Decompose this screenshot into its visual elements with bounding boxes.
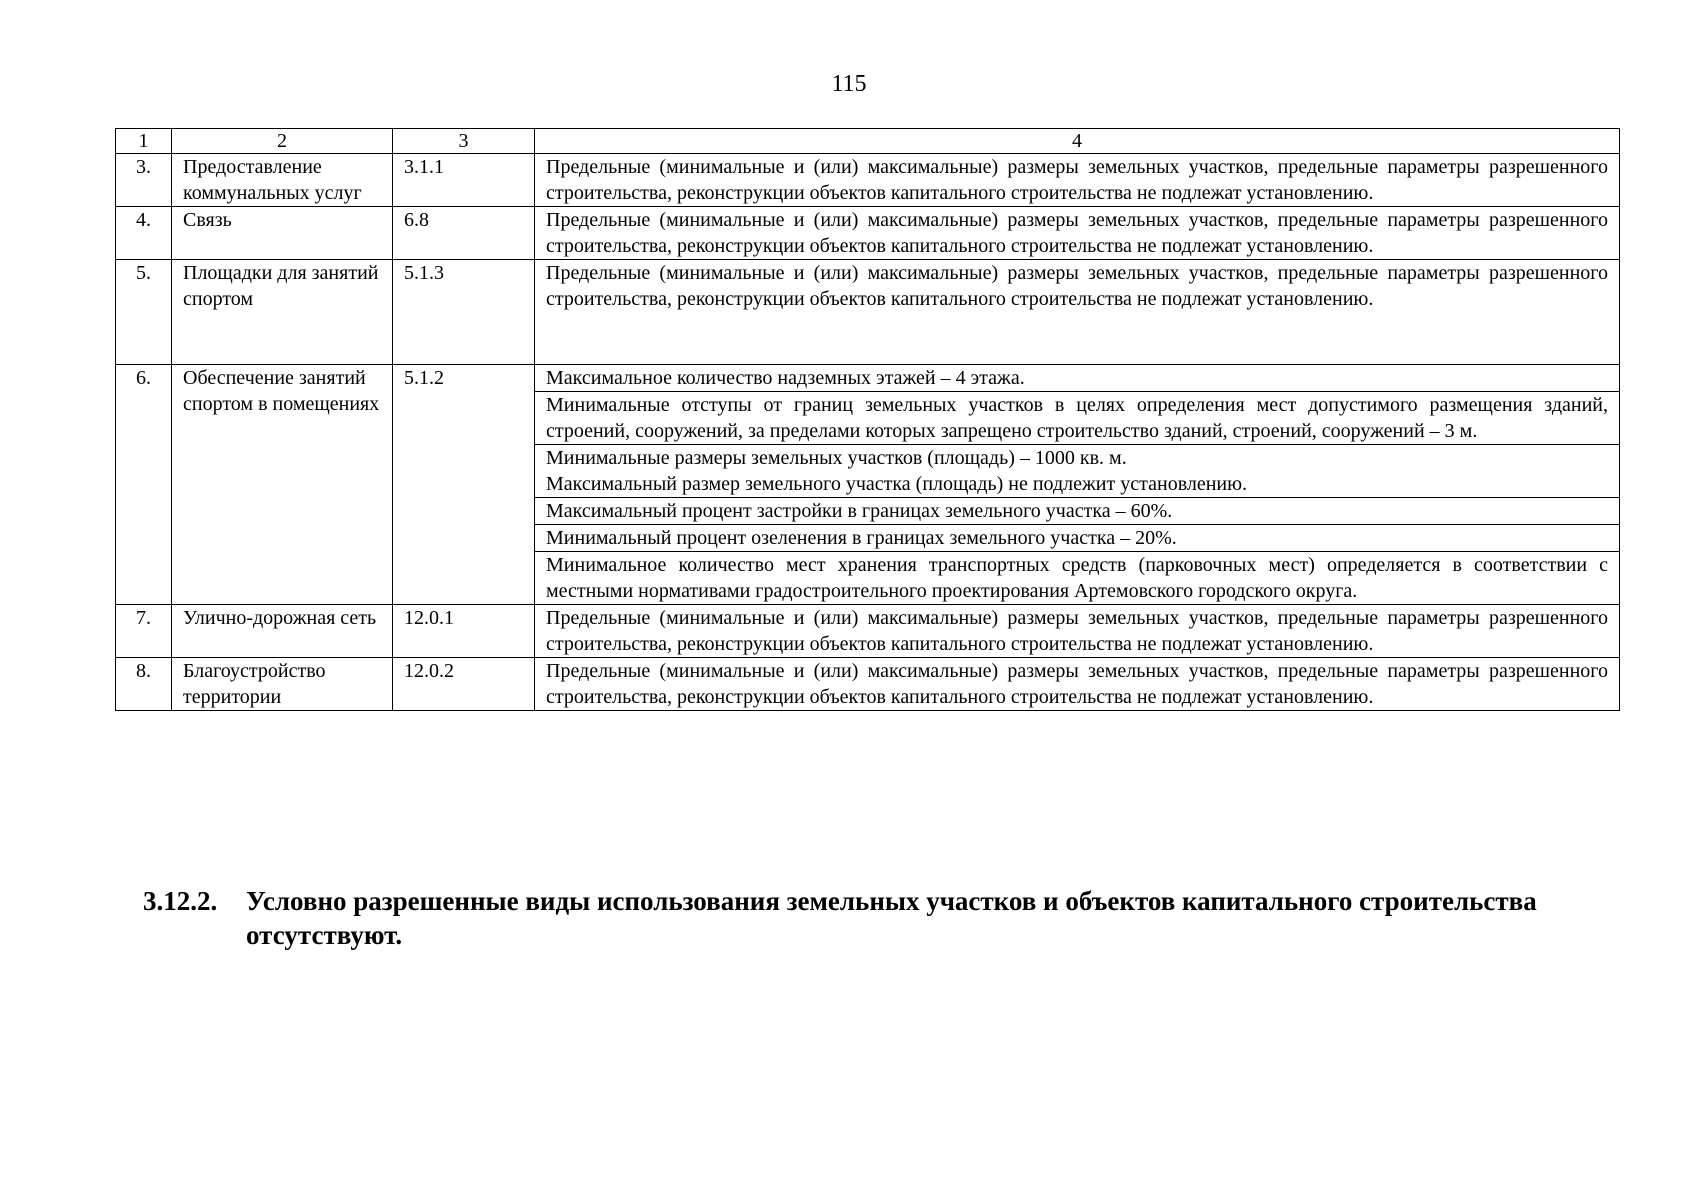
parameter-max-plot-size: Максимальный размер земельного участка (площадь) не подлежит установлению. [546, 473, 1248, 495]
zoning-parameters-table [115, 128, 1620, 711]
table-row [116, 658, 1620, 711]
parameter-parking: Минимальное количество мест хранения транспортных средств (парковочных мест) определяется в соответствии с местными нормативами градостроительного проектирования Артемовского городского округа. [535, 552, 1620, 605]
parameter-min-plot-size: Минимальные размеры земельных участков (площадь) – 1000 кв. м. [546, 447, 1127, 469]
land-use-code: 3.1.1 [393, 154, 535, 207]
parameter-text: Предельные (минимальные и (или) максимальные) размеры земельных участков, предельные параметры разрешенного строительства, реконструкции объектов капитального строительства не подлежат установлению. [535, 154, 1620, 207]
page-number: 115 [831, 71, 867, 97]
land-use-code: 12.0.2 [393, 658, 535, 711]
parameter-max-floors: Максимальное количество надземных этажей – 4 этажа. [535, 365, 1620, 392]
table-row [116, 260, 1620, 365]
land-use-name: Предоставление коммунальных услуг [172, 154, 393, 207]
section-heading [143, 884, 1619, 952]
row-number: 6. [116, 365, 172, 605]
parameter-text: Предельные (минимальные и (или) максимальные) размеры земельных участков, предельные параметры разрешенного строительства, реконструкции объектов капитального строительства не подлежат установлению. [535, 605, 1620, 658]
land-use-name: Связь [172, 207, 393, 260]
header-cell-4: 4 [535, 129, 1620, 154]
land-use-code: 5.1.3 [393, 260, 535, 365]
section-title: Условно разрешенные виды использования земельных участков и объектов капитального строительства отсутствуют. [246, 886, 1537, 950]
parameter-building-coverage [535, 498, 1620, 552]
parameter-text: Предельные (минимальные и (или) максимальные) размеры земельных участков, предельные параметры разрешенного строительства, реконструкции объектов капитального строительства не подлежат установлению. [535, 260, 1620, 365]
land-use-name: Улично-дорожная сеть [172, 605, 393, 658]
table-row [116, 154, 1620, 207]
row-number: 5. [116, 260, 172, 365]
parameter-max-coverage: Максимальный процент застройки в границах земельного участка – 60%. [535, 498, 1619, 525]
parameter-min-greenery: Минимальный процент озеленения в границах земельного участка – 20%. [546, 527, 1177, 549]
table-row [116, 605, 1620, 658]
table-row [116, 365, 1620, 392]
table-header-row [116, 129, 1620, 154]
parameter-text: Предельные (минимальные и (или) максимальные) размеры земельных участков, предельные параметры разрешенного строительства, реконструкции объектов капитального строительства не подлежат установлению. [535, 207, 1620, 260]
row-number: 3. [116, 154, 172, 207]
table-row [116, 207, 1620, 260]
header-cell-1: 1 [116, 129, 172, 154]
row-number: 8. [116, 658, 172, 711]
parameter-text: Предельные (минимальные и (или) максимальные) размеры земельных участков, предельные параметры разрешенного строительства, реконструкции объектов капитального строительства не подлежат установлению. [535, 658, 1620, 711]
parameter-plot-size [535, 445, 1620, 498]
row-number: 7. [116, 605, 172, 658]
row-number: 4. [116, 207, 172, 260]
land-use-name: Площадки для занятий спортом [172, 260, 393, 365]
land-use-code: 6.8 [393, 207, 535, 260]
header-cell-3: 3 [393, 129, 535, 154]
land-use-code: 5.1.2 [393, 365, 535, 605]
section-number: 3.12.2. [143, 886, 218, 916]
land-use-code: 12.0.1 [393, 605, 535, 658]
header-cell-2: 2 [172, 129, 393, 154]
land-use-name: Благоустройство территории [172, 658, 393, 711]
land-use-name: Обеспечение занятий спортом в помещениях [172, 365, 393, 605]
parameter-setbacks: Минимальные отступы от границ земельных участков в целях определения мест допустимого размещения зданий, строений, сооружений, за пределами которых запрещено строительство зданий, строений, сооружений – 3 м. [535, 392, 1620, 445]
